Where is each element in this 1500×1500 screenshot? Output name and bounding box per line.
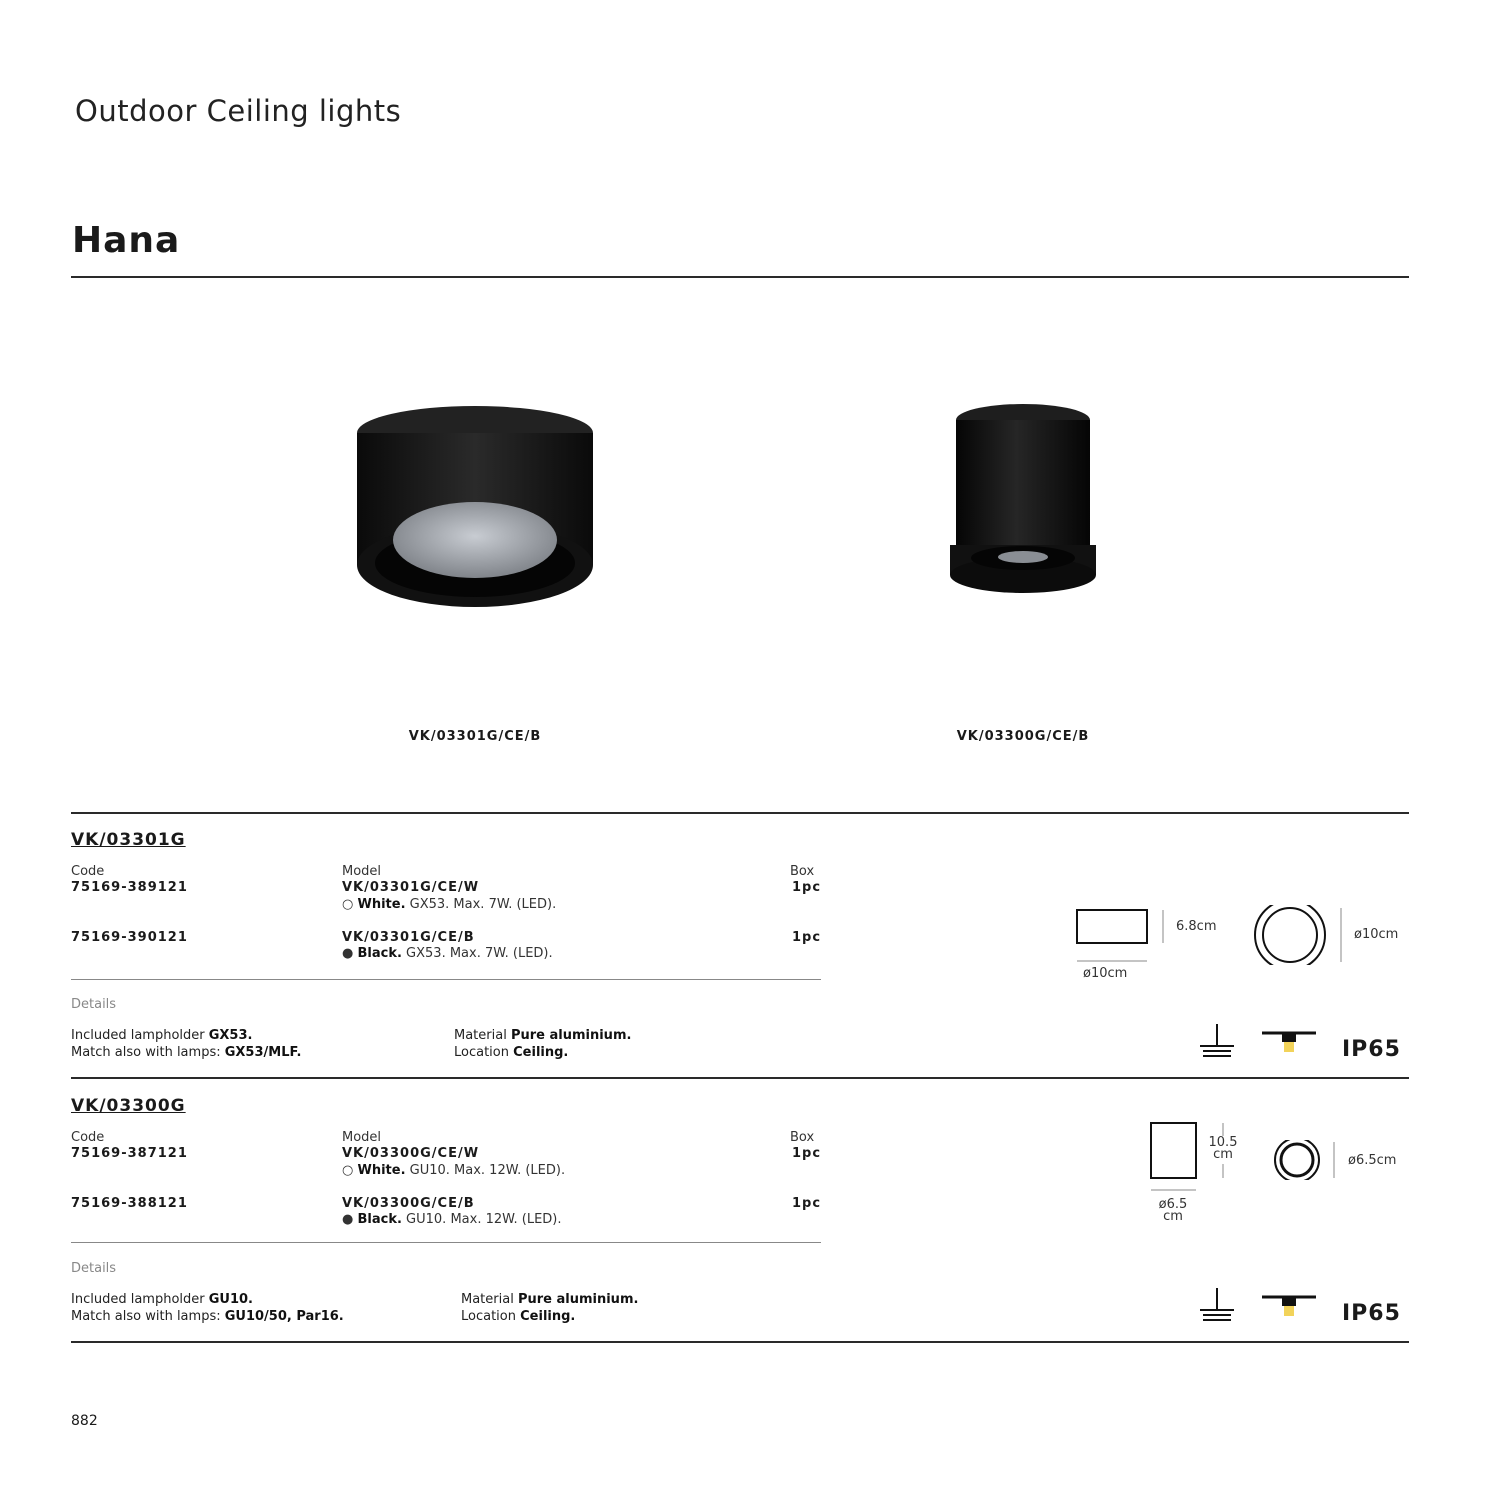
model-1-row-1-model: VK/03301G/CE/W [342,880,480,895]
round-ceiling-light-photo [345,395,605,655]
model-1-row-1-variant [342,897,556,912]
variant-spec: GU10. Max. 12W. (LED). [405,1163,566,1178]
tall-cylinder-ceiling-light-photo [892,395,1152,655]
earth-ground-icon [1198,1022,1236,1060]
model-1-ip-rating: IP65 [1342,1037,1401,1062]
model-2-details-label: Details [71,1261,117,1276]
model-2-row-2-model: VK/03300G/CE/B [342,1196,475,1211]
model-1-row-2-variant [342,946,553,961]
photo-caption-2: VK/03300G/CE/B [956,729,1090,744]
photo-caption-1: VK/03301G/CE/B [408,729,542,744]
model-1-width-dim: ø10cm [1083,966,1128,981]
footer-divider [71,1341,1409,1343]
variant-spec: GX53. Max. 7W. (LED). [401,946,553,961]
model-2-ip-rating: IP65 [1342,1301,1401,1326]
variant-color: White. [357,897,406,912]
header-divider [71,276,1409,278]
surface-mount-icon [1262,1028,1316,1056]
model-1-box-label: Box [790,864,815,879]
model-2-diameter-dim: ø6.5cm [1348,1153,1397,1168]
model-1-model-label: Model [342,864,382,879]
model-2-top-divider [71,1077,1409,1079]
model-1-top-divider [71,812,1409,814]
variant-color: White. [357,1163,406,1178]
model-2-box-label: Box [790,1130,815,1145]
model-1-material: Material Pure aluminium. Location Ceiling. [454,1028,632,1060]
white-swatch-icon: ○ [342,1163,354,1178]
model-1-row-1-code: 75169-389121 [71,880,188,895]
model-2-table-divider [71,1242,821,1243]
family-title: Hana [72,220,181,261]
variant-spec: GU10. Max. 12W. (LED). [401,1212,562,1227]
model-2-row-1-code: 75169-387121 [71,1146,188,1161]
model-2-code-label: Code [71,1130,105,1145]
variant-spec: GX53. Max. 7W. (LED). [405,897,557,912]
variant-color: Black. [357,946,402,961]
model-2-model-label: Model [342,1130,382,1145]
model-2-material: Material Pure aluminium. Location Ceiling. [461,1292,639,1324]
model-1-lampholder: Included lampholder GX53. Match also with lamps: GX53/MLF. [71,1028,302,1060]
model-1-details-label: Details [71,997,117,1012]
model-2-row-2-code: 75169-388121 [71,1196,188,1211]
model-1-row-2-model: VK/03301G/CE/B [342,930,475,945]
model-1-table-divider [71,979,821,980]
variant-color: Black. [357,1212,402,1227]
model-1-diameter-dim: ø10cm [1354,927,1399,942]
white-swatch-icon: ○ [342,897,354,912]
model-1-height-dim: 6.8cm [1176,919,1217,934]
model-2-title: VK/03300G [71,1096,186,1116]
page-number: 882 [71,1413,98,1429]
model-1-code-label: Code [71,864,105,879]
model-1-title: VK/03301G [71,830,186,850]
model-2-row-1-box: 1pc [792,1146,822,1161]
model-2-lampholder: Included lampholder GU10. Match also with lamps: GU10/50, Par16. [71,1292,344,1324]
model-2-row-2-variant [342,1212,562,1227]
surface-mount-icon [1262,1292,1316,1320]
model-1-row-1-box: 1pc [792,880,822,895]
earth-ground-icon [1198,1286,1236,1324]
model-1-side-dimension-drawing [1070,900,1250,970]
model-1-top-dimension-drawing [1253,905,1353,965]
black-swatch-icon: ● [342,946,354,961]
model-2-row-2-box: 1pc [792,1196,822,1211]
black-swatch-icon: ● [342,1212,354,1227]
model-2-height-dim: 10.5 cm [1208,1135,1238,1162]
model-2-width-dim: ø6.5 cm [1158,1197,1188,1224]
model-1-row-2-code: 75169-390121 [71,930,188,945]
model-2-row-1-model: VK/03300G/CE/W [342,1146,480,1161]
category-title: Outdoor Ceiling lights [75,94,402,128]
model-2-row-1-variant [342,1163,565,1178]
model-1-row-2-box: 1pc [792,930,822,945]
model-2-top-dimension-drawing [1270,1140,1340,1180]
